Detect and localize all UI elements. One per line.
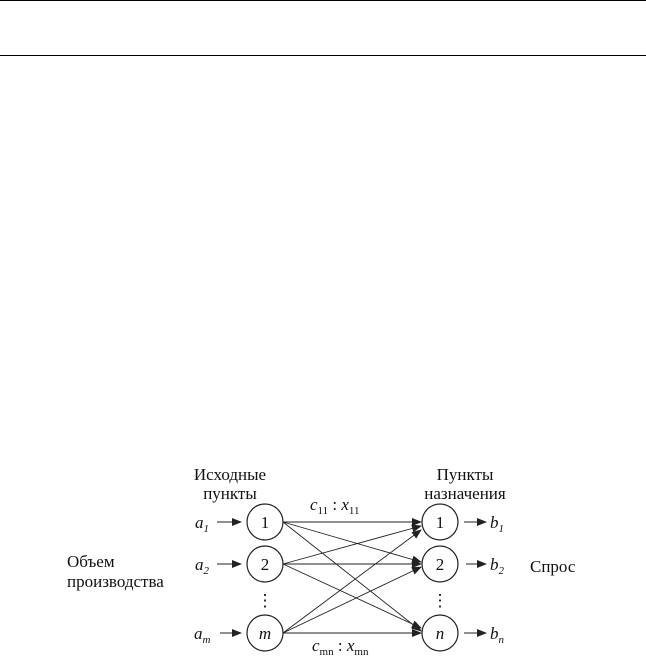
source-inputs [194, 513, 241, 646]
demand-b1: $b_1$ [490, 513, 504, 535]
edge-2-n [283, 564, 421, 628]
source-node-1-label: 1 [260, 513, 270, 532]
dest-node-2-label: 2 [435, 555, 445, 574]
dest-node-1-label: 1 [435, 513, 445, 532]
source-node-m-label: m [258, 624, 272, 643]
source-node-2-label: 2 [260, 555, 270, 574]
source-ellipsis: ⋮ [256, 591, 274, 610]
sources-title-line1: Исходные [193, 465, 267, 484]
supply-a2: $a_2$ [195, 555, 209, 577]
edge-1-2 [283, 522, 421, 562]
edge-label-bottom: $c_{mn}$ : $x_{mn}$ [312, 636, 369, 658]
production-label-line2: производства [67, 572, 164, 591]
supply-am: $a_m$ [194, 624, 211, 646]
edge-label-top: $c_{11}$ : $x_{11}$ [310, 495, 360, 517]
supply-a1: $a_1$ [195, 513, 209, 535]
production-label-line1: Объем [67, 552, 115, 571]
destination-nodes [422, 504, 458, 651]
dest-title-line2: назначения [424, 484, 506, 503]
demand-label: Спрос [530, 557, 576, 576]
destination-outputs [464, 513, 505, 646]
dest-node-n-label: n [435, 624, 445, 643]
source-nodes [247, 504, 283, 651]
dest-ellipsis: ⋮ [431, 591, 449, 610]
sources-title-line2: пункты [203, 484, 257, 503]
demand-bn: $b_n$ [490, 624, 504, 646]
edges [283, 522, 421, 633]
dest-title-line1: Пункты [436, 465, 494, 484]
demand-b2: $b_2$ [490, 555, 504, 577]
